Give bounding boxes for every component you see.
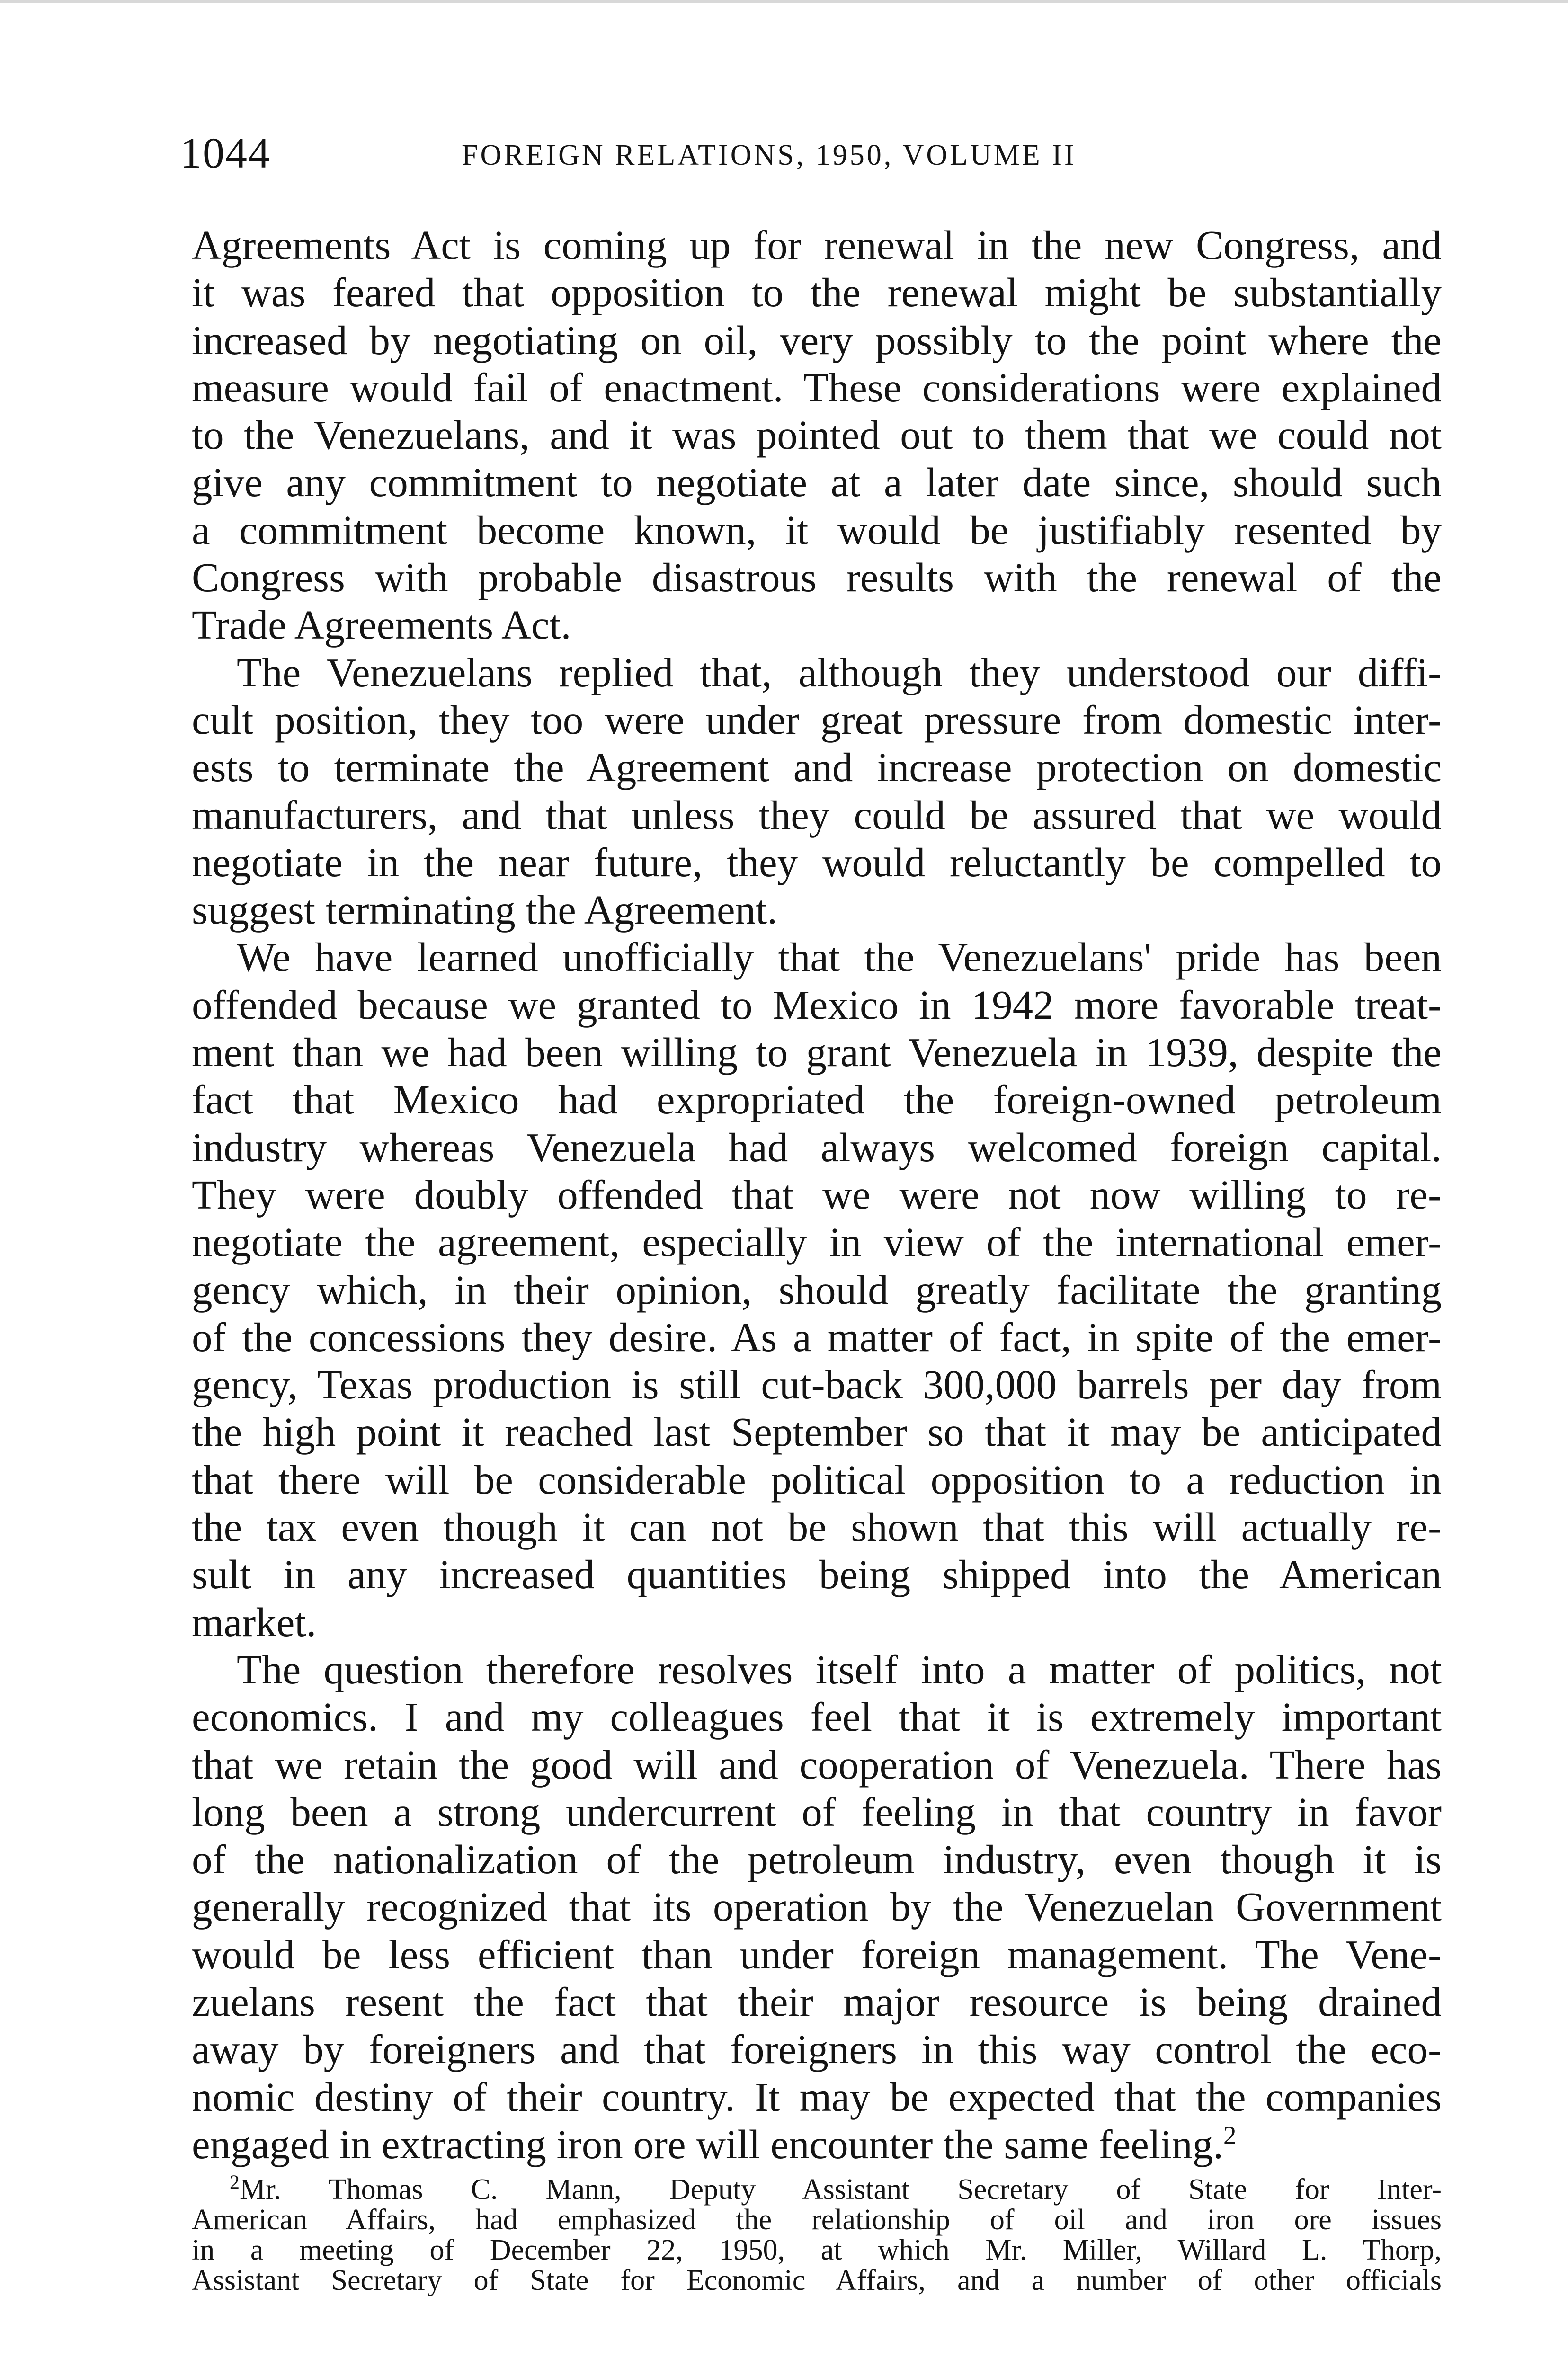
- text-line: negotiate the agreement, especially in view of the international emer-: [192, 1219, 1442, 1265]
- text-line: gency, Texas production is still cut-back 300,000 barrels per day from: [192, 1361, 1442, 1408]
- text-line: that we retain the good will and cooperation of Venezuela. There has: [192, 1741, 1442, 1788]
- text-line: to the Venezuelans, and it was pointed out to them that we could not: [192, 412, 1442, 458]
- running-head: FOREIGN RELATIONS, 1950, VOLUME II: [462, 139, 1077, 171]
- text-line: suggest terminating the Agreement.: [192, 887, 778, 933]
- text-line: of the concessions they desire. As a matter of fact, in spite of the emer-: [192, 1314, 1442, 1360]
- text-line: the high point it reached last September so that it may be anticipated: [192, 1409, 1442, 1455]
- text-line: They were doubly offended that we were not now willing to re-: [192, 1171, 1442, 1218]
- text-line: nomic destiny of their country. It may be expected that the companies: [192, 2073, 1442, 2120]
- text-line: increased by negotiating on oil, very possibly to the point where the: [192, 317, 1442, 363]
- text-line: of the nationalization of the petroleum industry, even though it is: [192, 1836, 1442, 1883]
- text-line: generally recognized that its operation by the Venezuelan Government: [192, 1884, 1442, 1930]
- text-line: that there will be considerable political opposition to a reduction in: [192, 1456, 1442, 1503]
- text-line: cult position, they too were under great pressure from domestic inter-: [192, 696, 1442, 743]
- text-line: long been a strong undercurrent of feeling in that country in favor: [192, 1789, 1442, 1835]
- text-line: gency which, in their opinion, should greatly facilitate the granting: [192, 1266, 1442, 1313]
- footnote-line: Assistant Secretary of State for Economic Affairs, and a number of other officials: [192, 2264, 1442, 2296]
- text-line: negotiate in the near future, they would reluctantly be compelled to: [192, 839, 1442, 885]
- top-edge-rule: [0, 0, 1568, 3]
- footnote-line: American Affairs, had emphasized the relationship of oil and iron ore issues: [192, 2204, 1442, 2236]
- footnote-number: 2: [230, 2171, 240, 2194]
- text-line: The Venezuelans replied that, although they understood our diffi-: [237, 649, 1442, 695]
- text-line: zuelans resent the fact that their major resource is being drained: [192, 1978, 1442, 2025]
- text-line: economics. I and my colleagues feel that it is extremely important: [192, 1694, 1442, 1740]
- footnote-line: [192, 2171, 1442, 2206]
- footnote-line: in a meeting of December 22, 1950, at which Mr. Miller, Willard L. Thorp,: [192, 2234, 1442, 2266]
- text-line: fact that Mexico had expropriated the foreign-owned petroleum: [192, 1077, 1442, 1123]
- text-line-with-footnote: [192, 2121, 1442, 2168]
- text-line: a commitment become known, it would be justifiably resented by: [192, 507, 1442, 553]
- footnote-text: Mr. Thomas C. Mann, Deputy Assistant Secretary of State for Inter-: [240, 2173, 1442, 2206]
- text-line: Agreements Act is coming up for renewal in the new Congress, and: [192, 222, 1442, 268]
- page-number: 1044: [180, 129, 271, 177]
- text-line: industry whereas Venezuela had always welcomed foreign capital.: [192, 1124, 1442, 1170]
- text-line: offended because we granted to Mexico in 1942 more favorable treat-: [192, 981, 1442, 1028]
- text-line: away by foreigners and that foreigners in this way control the eco-: [192, 2026, 1442, 2073]
- text-line: it was feared that opposition to the renewal might be substantially: [192, 269, 1442, 316]
- text-line: engaged in extracting iron ore will encounter the same feeling.: [192, 2121, 1223, 2167]
- text-line: give any commitment to negotiate at a later date since, should such: [192, 459, 1442, 506]
- text-line: manufacturers, and that unless they could be assured that we would: [192, 792, 1442, 838]
- text-line: We have learned unofficially that the Venezuelans' pride has been: [237, 934, 1442, 980]
- text-line: The question therefore resolves itself into a matter of politics, not: [237, 1646, 1442, 1692]
- footnote-reference[interactable]: 2: [1223, 2120, 1237, 2150]
- page-header: [180, 127, 1434, 179]
- text-line: market.: [192, 1599, 317, 1645]
- text-line: Trade Agreements Act.: [192, 602, 571, 648]
- text-line: would be less efficient than under foreign management. The Vene-: [192, 1931, 1442, 1977]
- text-line: ment than we had been willing to grant Venezuela in 1939, despite the: [192, 1029, 1442, 1076]
- text-line: measure would fail of enactment. These considerations were explained: [192, 364, 1442, 410]
- text-line: sult in any increased quantities being shipped into the American: [192, 1551, 1442, 1598]
- footnote: [192, 2171, 1442, 2296]
- body-text: [192, 222, 1442, 2168]
- text-line: ests to terminate the Agreement and increase protection on domestic: [192, 744, 1442, 791]
- text-line: Congress with probable disastrous results with the renewal of the: [192, 554, 1442, 601]
- text-line: the tax even though it can not be shown that this will actually re-: [192, 1504, 1442, 1550]
